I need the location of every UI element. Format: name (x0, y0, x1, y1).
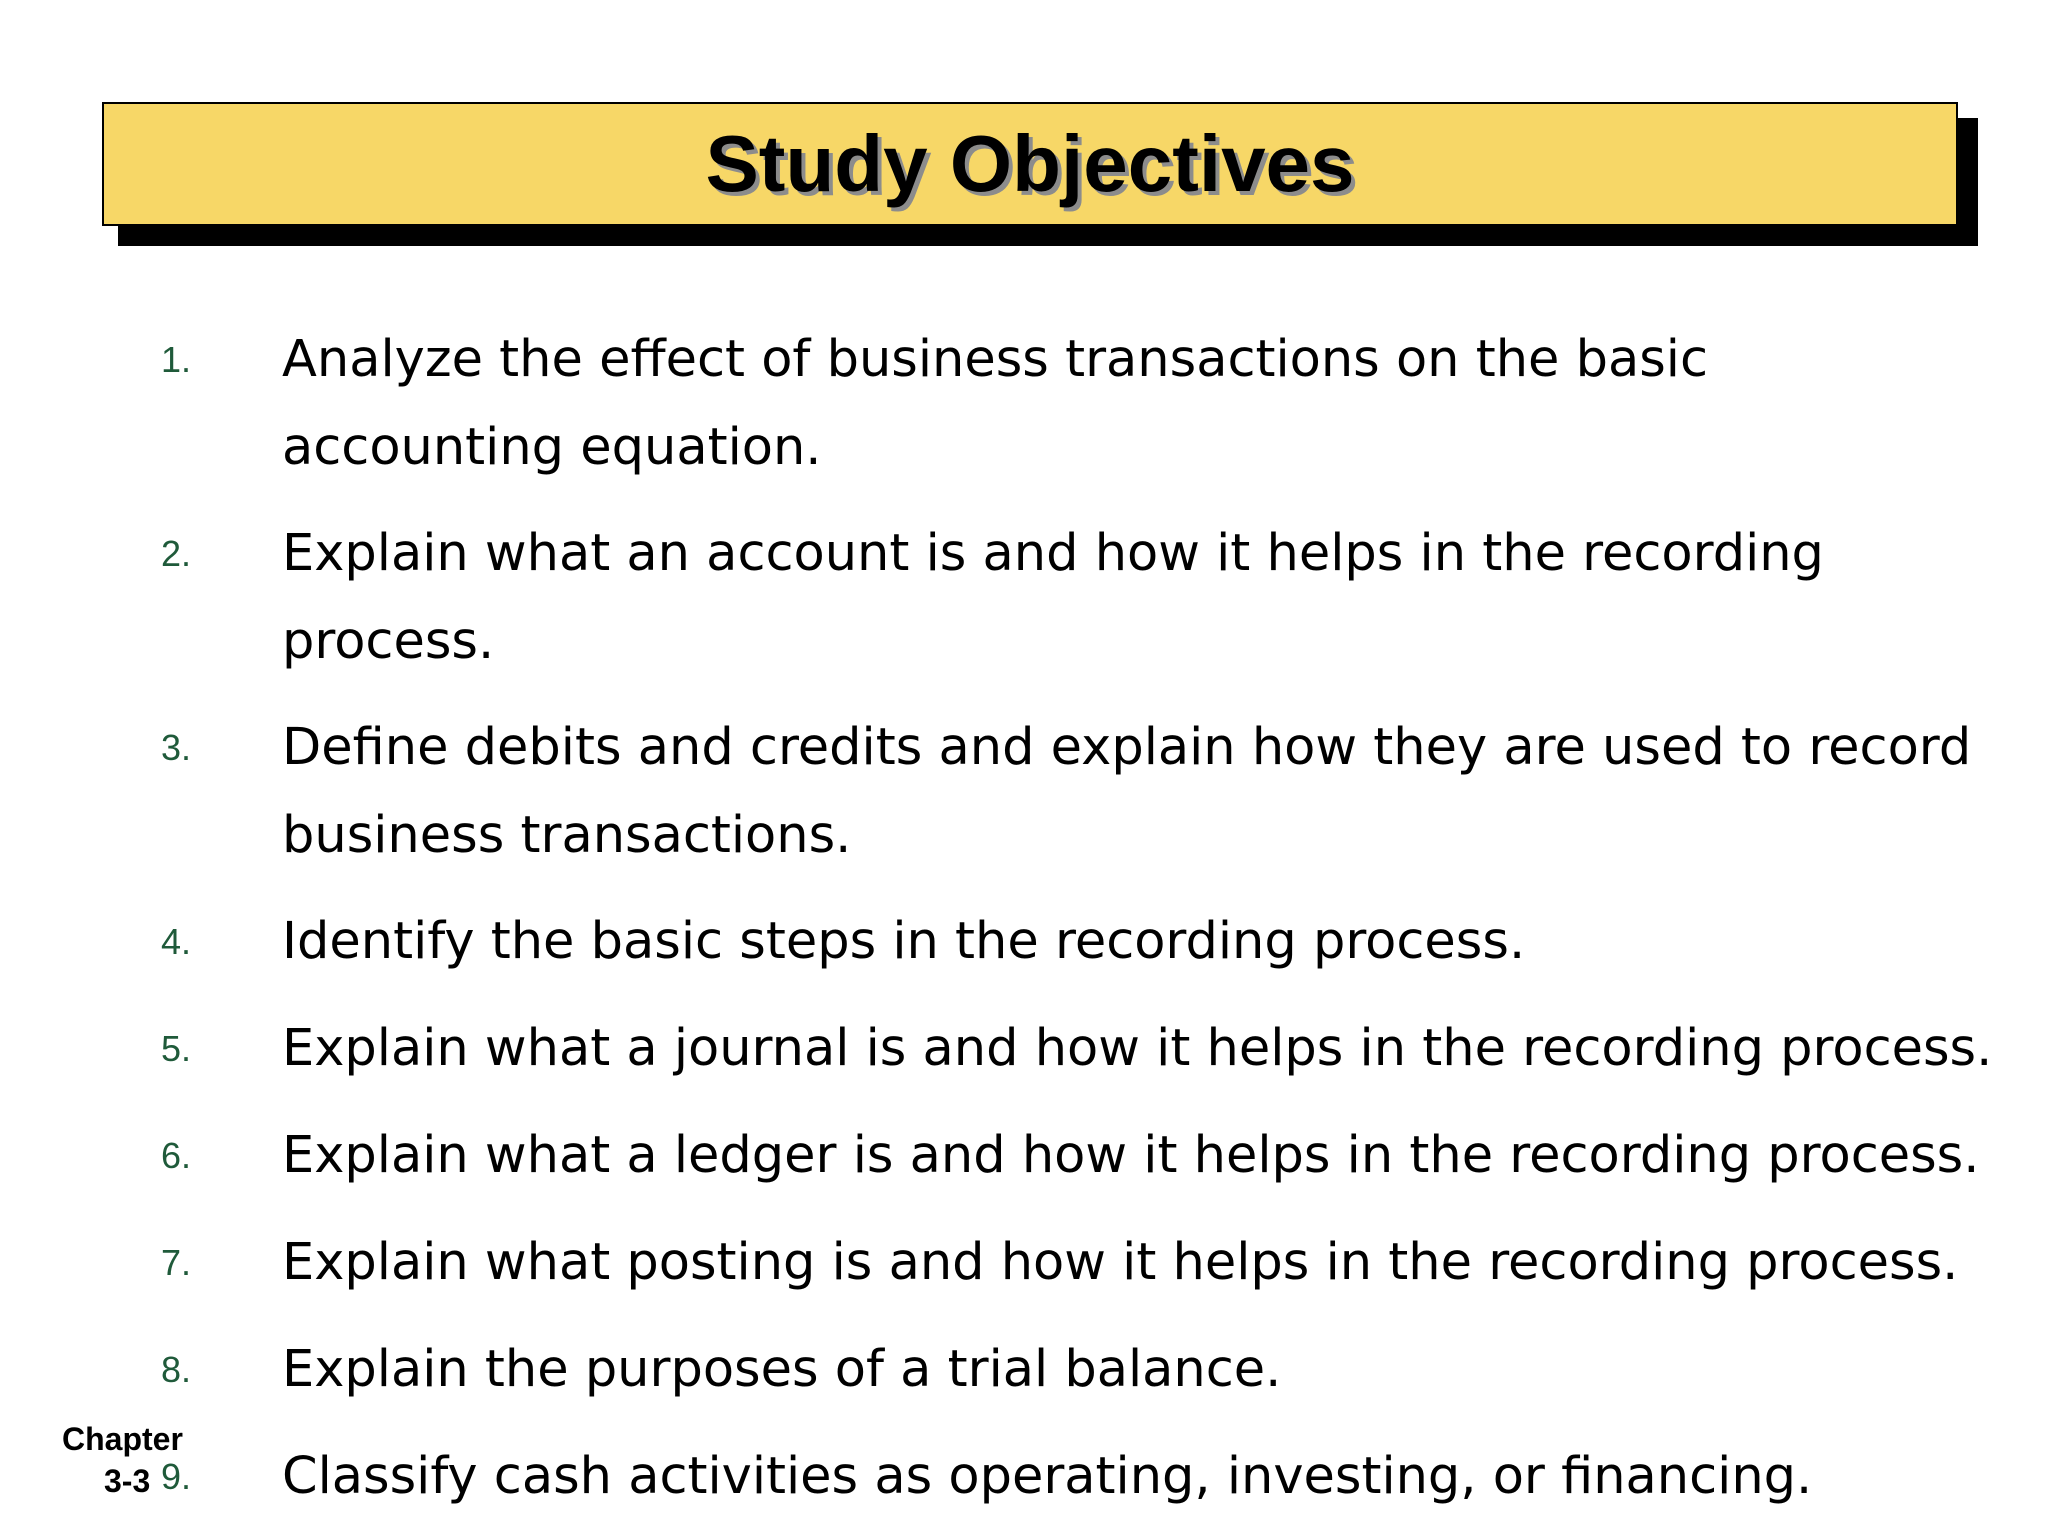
objective-text (282, 510, 2022, 686)
objective-text: Explain the purposes of a trial balance. (282, 1340, 1282, 1399)
objective-line: business transactions. (282, 806, 852, 865)
objective-line: Analyze the effect of business transactions on the basic (282, 330, 1709, 389)
objective-line: Define debits and credits and explain how they are used to record (282, 718, 1972, 777)
objective-line: process. (282, 612, 495, 671)
objective-number: 6. (161, 1135, 192, 1176)
objective-number: 4. (161, 921, 192, 962)
objective-text: Explain what a journal is and how it helps in the recording process. (282, 1019, 1993, 1078)
objective-text (282, 704, 2022, 880)
objective-number: 3. (161, 727, 192, 768)
objective-text: Explain what a ledger is and how it helps in the recording process. (282, 1126, 1980, 1185)
objective-number: 7. (161, 1242, 192, 1283)
objective-text: Classify cash activities as operating, investing, or financing. (282, 1447, 1813, 1506)
objective-number: 2. (161, 533, 192, 574)
objective-number: 1. (161, 339, 192, 380)
slide-title: Study Objectives (705, 119, 1355, 208)
objective-text: Explain what posting is and how it helps in the recording process. (282, 1233, 1959, 1292)
objective-text (282, 316, 2022, 492)
objective-line: accounting equation. (282, 418, 822, 477)
objective-number: 8. (161, 1349, 192, 1390)
objective-number: 5. (161, 1028, 192, 1069)
objective-line: Explain what an account is and how it helps in the recording (282, 524, 1824, 583)
objective-text: Identify the basic steps in the recording process. (282, 912, 1526, 971)
chapter-label: Chapter (62, 1421, 183, 1457)
page-number: 3-3 (104, 1463, 151, 1499)
objective-number: 9. (161, 1456, 192, 1497)
